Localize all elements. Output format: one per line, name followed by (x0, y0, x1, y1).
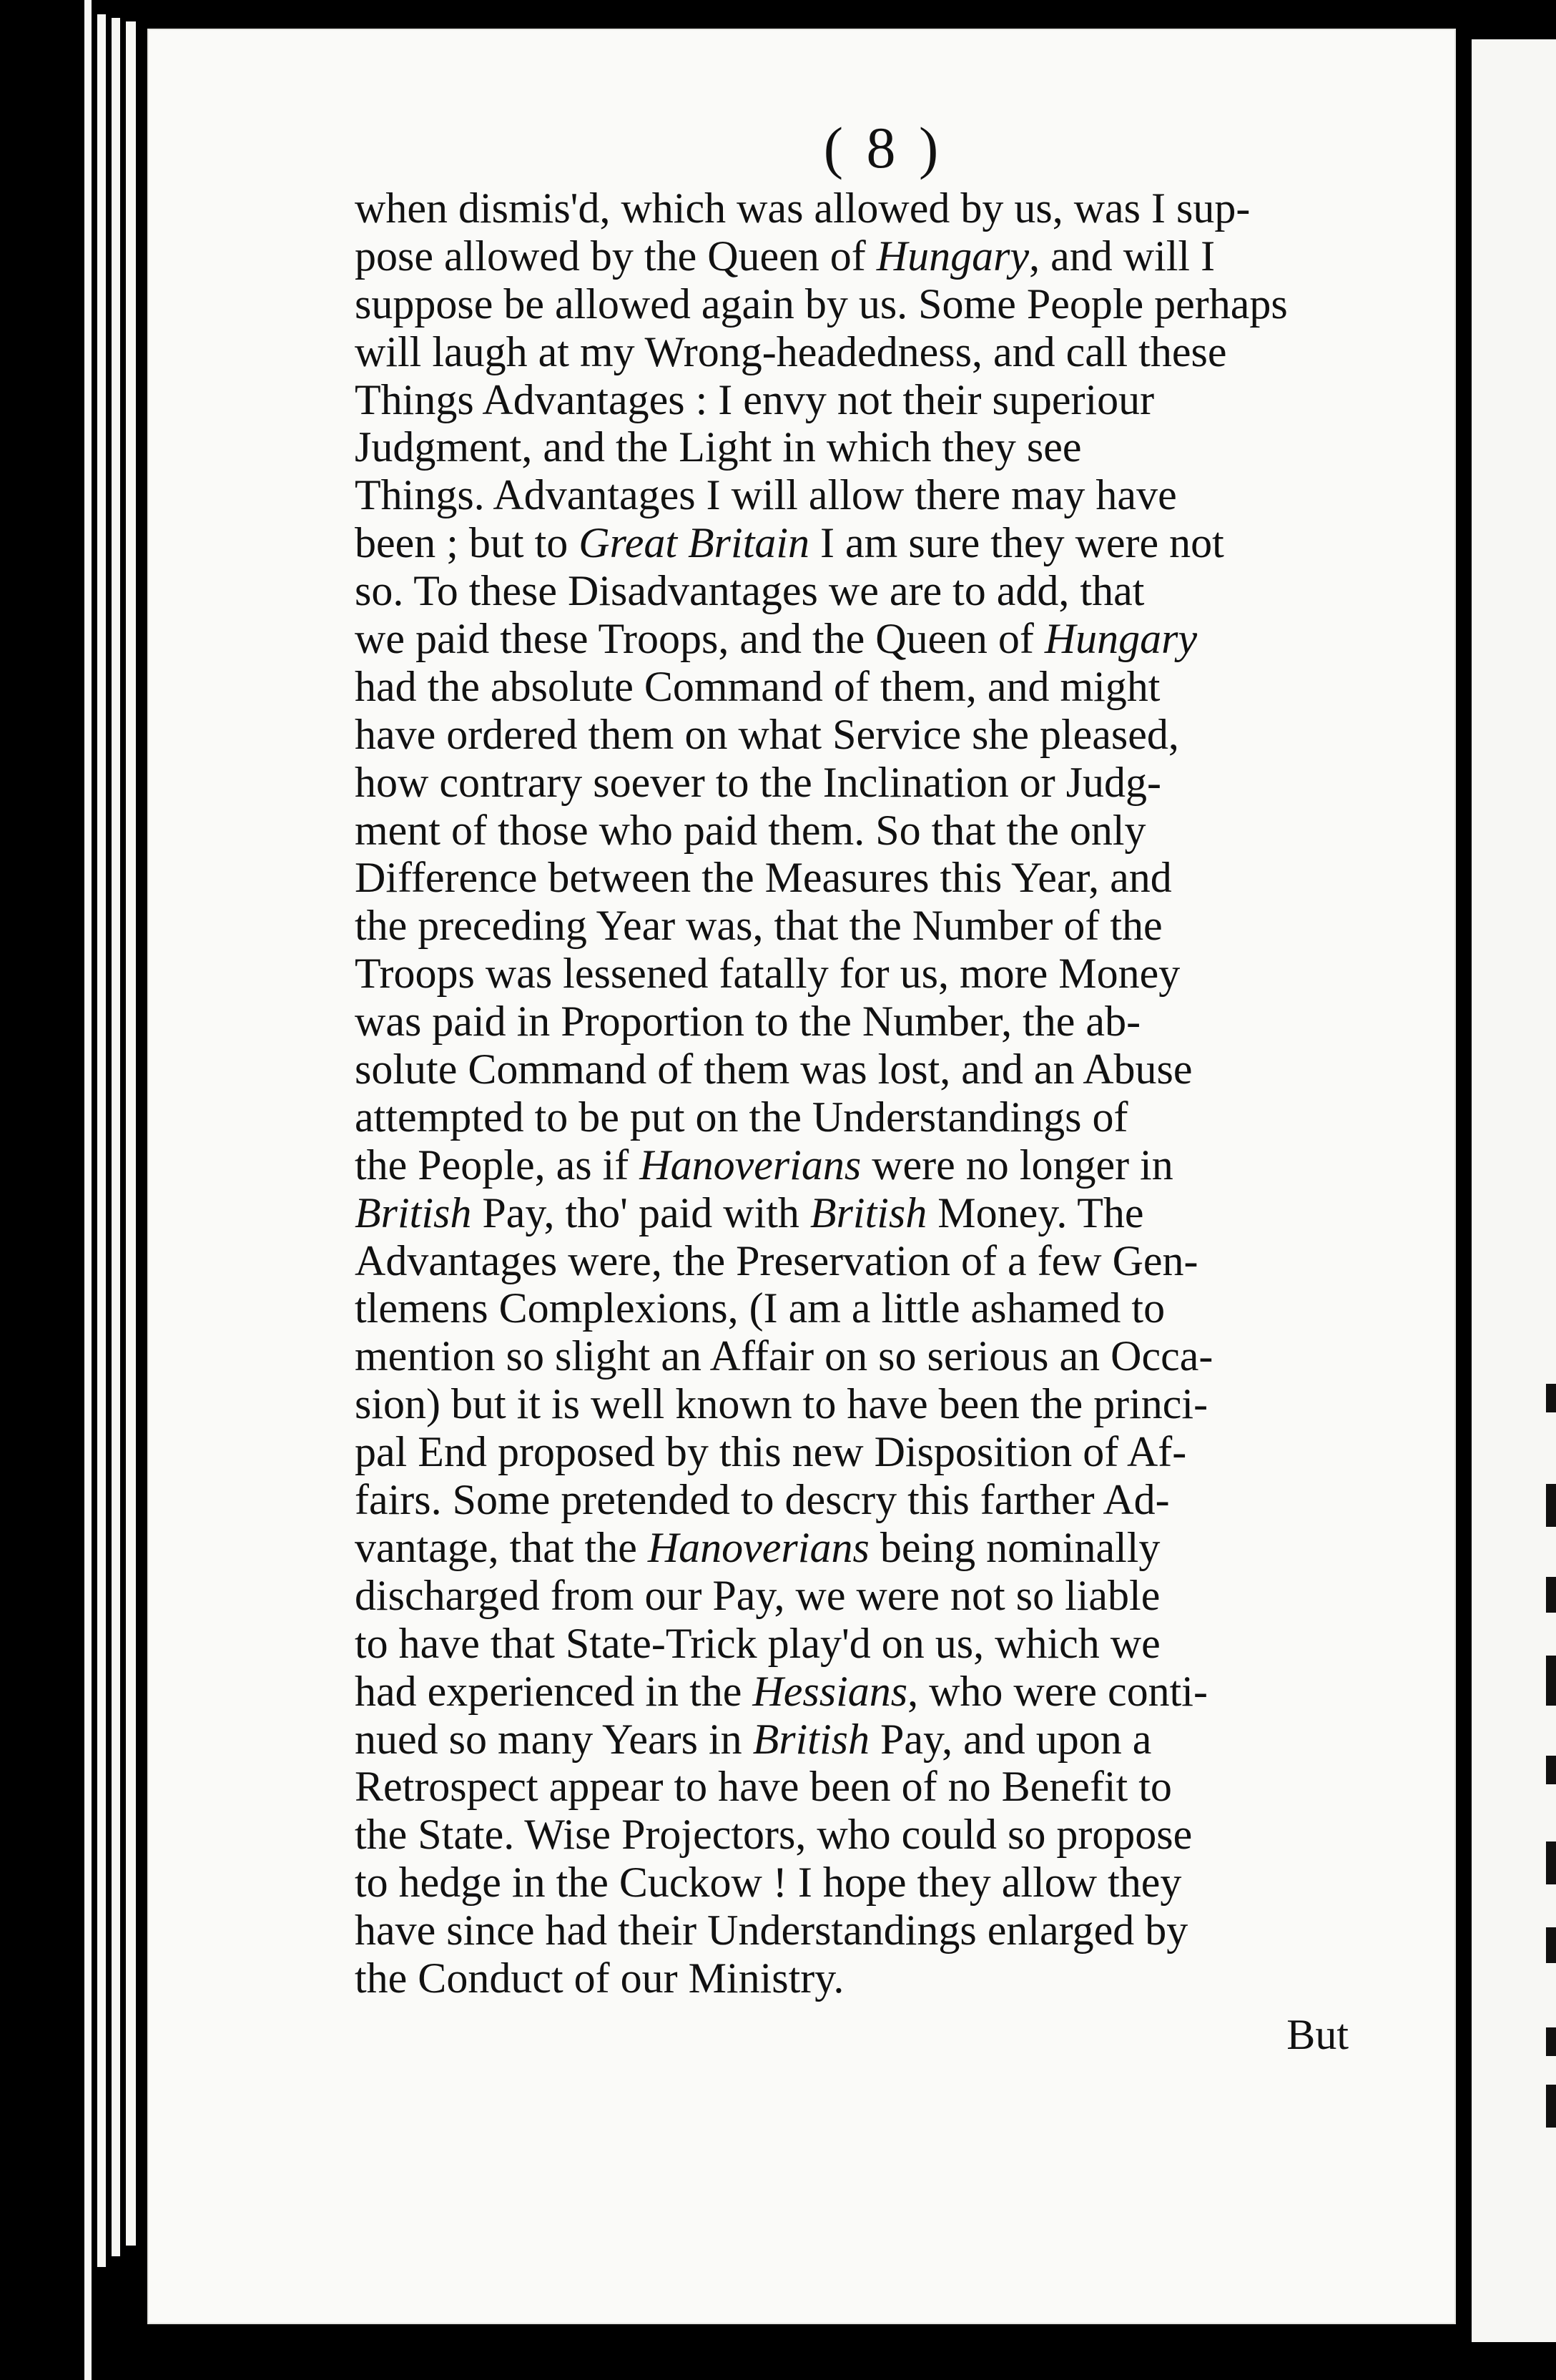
text-run: we paid these Troops, and the Queen of (355, 615, 1045, 663)
text-line (355, 376, 1349, 424)
text-run: so. To these Disadvantages we are to add, that (355, 567, 1145, 615)
text-line (355, 998, 1349, 1046)
text-run: Judgment, and the Light in which they see (355, 423, 1082, 471)
text-line (355, 854, 1349, 902)
text-run: Things Advantages : I envy not their superiour (355, 375, 1155, 423)
text-line (355, 328, 1349, 376)
text-run: mention so slight an Affair on so serious an Occa- (355, 1332, 1213, 1380)
text-run: Pay, tho' paid with (471, 1189, 810, 1236)
catchword: But (1286, 2010, 1349, 2058)
text-run: tlemens Complexions, (I am a little ashamed to (355, 1284, 1166, 1332)
text-run: pal End proposed by this new Disposition of Af- (355, 1428, 1187, 1476)
text-run: the preceding Year was, that the Number of the (355, 902, 1163, 950)
italic-run: British (355, 1189, 472, 1236)
text-line (355, 950, 1349, 998)
text-run: the Conduct of our Ministry. (355, 1954, 845, 2002)
text-line (355, 1620, 1349, 1668)
text-line (355, 232, 1349, 280)
page-edge (126, 21, 136, 2246)
italic-run: Hessians (752, 1667, 908, 1715)
text-line (355, 423, 1349, 471)
text-run: was paid in Proportion to the Number, the ab- (355, 998, 1141, 1046)
italic-run: Hanoverians (647, 1523, 870, 1571)
text-run: solute Command of them was lost, and an Abuse (355, 1046, 1193, 1093)
text-run: had the absolute Command of them, and might (355, 662, 1161, 710)
adjacent-page-edge (1472, 39, 1556, 2342)
text-line (355, 615, 1349, 663)
text-run: when dismis'd, which was allowed by us, was I sup- (355, 185, 1251, 232)
text-line (355, 1572, 1349, 1620)
text-run: suppose be allowed again by us. Some People perhaps (355, 280, 1288, 328)
text-line (355, 711, 1349, 759)
text-line (355, 1189, 1349, 1237)
text-run: to hedge in the Cuckow ! I hope they allow they (355, 1859, 1182, 1907)
text-run: pose allowed by the Queen of (355, 232, 877, 280)
text-line (355, 759, 1349, 807)
text-line (355, 185, 1349, 232)
text-run: Troops was lessened fatally for us, more Money (355, 950, 1181, 998)
text-run: attempted to be put on the Understandings of (355, 1093, 1128, 1141)
text-run: discharged from our Pay, we were not so liable (355, 1571, 1161, 1619)
text-line (355, 1380, 1349, 1428)
italic-run: Hanoverians (639, 1141, 862, 1189)
text-run: Pay, and upon a (870, 1715, 1152, 1763)
text-run: fairs. Some pretended to descry this farther Ad- (355, 1476, 1170, 1524)
text-line (355, 1907, 1349, 1954)
text-run: nued so many Years in (355, 1715, 753, 1763)
text-run: will laugh at my Wrong-headedness, and call these (355, 328, 1227, 375)
body-text (355, 185, 1349, 2059)
text-run: , who were conti- (907, 1667, 1208, 1715)
text-line (355, 1237, 1349, 1285)
text-run: vantage, that the (355, 1523, 648, 1571)
text-line (355, 1811, 1349, 1859)
page-number: ( 8 ) (823, 115, 943, 180)
text-run: the People, as if (355, 1141, 640, 1189)
page-edge (112, 18, 120, 2256)
text-line (355, 1716, 1349, 1764)
text-line (355, 1141, 1349, 1189)
text-line (355, 1859, 1349, 1907)
text-line (355, 1954, 1349, 2002)
italic-run: Great Britain (578, 519, 810, 567)
page-edge (97, 14, 106, 2267)
text-line (355, 807, 1349, 855)
text-line (355, 567, 1349, 615)
text-run: Money. The (927, 1189, 1144, 1236)
text-run: had experienced in the (355, 1667, 753, 1715)
italic-run: Hungary (876, 232, 1030, 280)
text-line (355, 519, 1349, 567)
italic-run: British (752, 1715, 870, 1763)
text-line (355, 1476, 1349, 1524)
text-line (355, 280, 1349, 328)
text-line (355, 1332, 1349, 1380)
text-line (355, 1284, 1349, 1332)
text-run: have ordered them on what Service she pleased, (355, 710, 1179, 758)
text-run: Difference between the Measures this Year, and (355, 854, 1172, 902)
text-run: I am sure they were not (809, 519, 1224, 567)
text-run: to have that State-Trick play'd on us, which we (355, 1619, 1161, 1667)
text-line (355, 1763, 1349, 1811)
text-run: Retrospect appear to have been of no Benefit to (355, 1763, 1172, 1811)
italic-run: Hungary (1044, 615, 1198, 663)
text-line (355, 1046, 1349, 1093)
text-run: Advantages were, the Preservation of a few Gen- (355, 1236, 1198, 1284)
text-run: sion) but it is well known to have been the princi- (355, 1380, 1208, 1428)
text-run: Things. Advantages I will allow there may have (355, 471, 1177, 519)
text-line (355, 1524, 1349, 1572)
text-run: , and will I (1029, 232, 1216, 280)
text-run: being nominally (869, 1523, 1161, 1571)
text-run: have since had their Understandings enlarged by (355, 1907, 1188, 1954)
text-run: ment of those who paid them. So that the only (355, 806, 1146, 854)
text-line (355, 663, 1349, 711)
text-line (355, 471, 1349, 519)
text-line (355, 1668, 1349, 1716)
italic-run: British (809, 1189, 927, 1236)
text-run: the State. Wise Projectors, who could so propose (355, 1811, 1193, 1859)
text-line (355, 902, 1349, 950)
page-edge (84, 0, 92, 2380)
text-line (355, 1428, 1349, 1476)
text-run: were no longer in (861, 1141, 1173, 1189)
text-run: how contrary soever to the Inclination or Judg- (355, 758, 1162, 806)
text-line (355, 1093, 1349, 1141)
text-run: been ; but to (355, 519, 579, 567)
